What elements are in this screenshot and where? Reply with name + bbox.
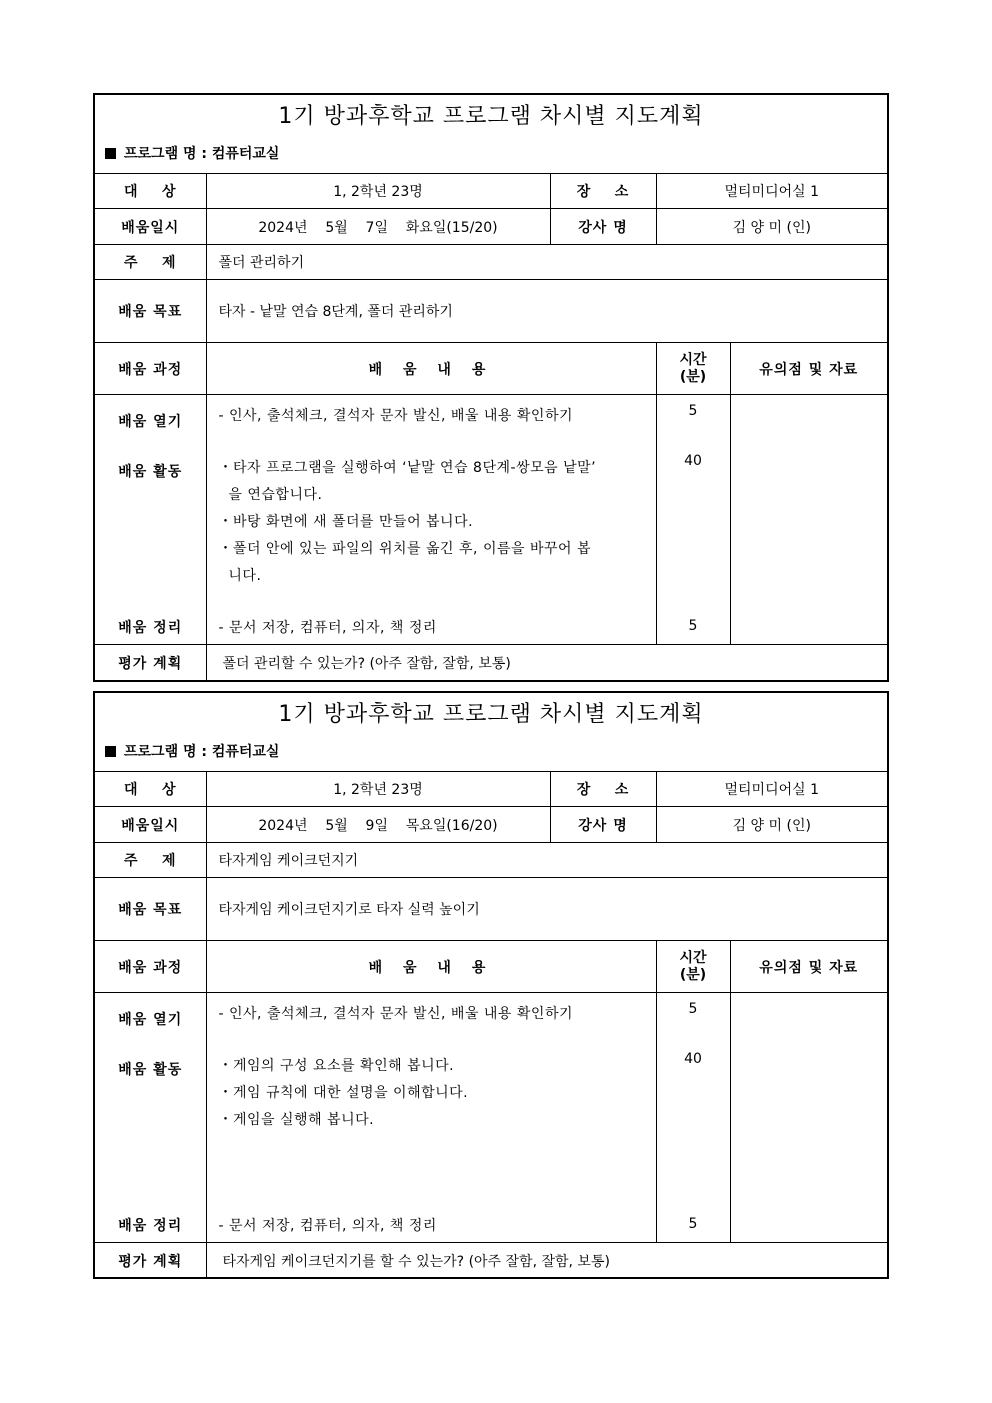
- close-text: - 문서 저장, 컴퓨터, 의자, 책 정리: [218, 1218, 437, 1234]
- target-label: 대 상: [95, 772, 206, 807]
- program-name: [95, 139, 887, 173]
- eval-value: 타자게임 케이크던지기를 할 수 있는가? (아주 잘함, 잘함, 보통): [206, 1243, 887, 1279]
- time-close: 5: [688, 1216, 698, 1232]
- activity-line: ・게임의 구성 요소를 확인해 봅니다.: [218, 1058, 455, 1074]
- activity-line: 니다.: [218, 568, 262, 584]
- time-close: 5: [688, 618, 698, 634]
- activity-line: ・게임을 실행해 봅니다.: [218, 1112, 375, 1128]
- place-value: 멀티미디어실 1: [656, 174, 887, 209]
- date-label: 배움일시: [95, 807, 206, 843]
- goal-label: 배움 목표: [95, 878, 206, 941]
- teacher-label: 강사 명: [550, 209, 656, 245]
- date-value: 2024년 5월 9일 목요일(16/20): [206, 807, 550, 843]
- teacher-value: 김 양 미 (인): [656, 807, 887, 843]
- time-label: 시간 (분): [656, 941, 730, 993]
- activity-line: ・폴더 안에 있는 파일의 위치를 옮긴 후, 이름을 바꾸어 봅: [218, 541, 592, 557]
- program-name-text: 프로그램 명 : 컴퓨터교실: [124, 146, 280, 162]
- notes-column: [730, 395, 887, 645]
- time-activity: 40: [684, 453, 702, 469]
- teacher-value: 김 양 미 (인): [656, 209, 887, 245]
- open-text: - 인사, 출석체크, 결석자 문자 발신, 배울 내용 확인하기: [218, 1006, 574, 1022]
- time-column: [656, 993, 730, 1243]
- subject-label: 주 제: [95, 245, 206, 280]
- stage-activity: 배움 활동: [118, 464, 183, 480]
- process-label: 배움 과정: [95, 941, 206, 993]
- plan-title: 1기 방과후학교 프로그램 차시별 지도계획: [278, 104, 704, 129]
- notes-column: [730, 993, 887, 1243]
- subject-value: 타자게임 케이크던지기: [206, 843, 887, 878]
- stage-open: 배움 열기: [118, 414, 183, 430]
- goal-label: 배움 목표: [95, 280, 206, 343]
- stage-close: 배움 정리: [118, 1218, 183, 1234]
- activity-line: ・바탕 화면에 새 폴더를 만들어 봅니다.: [218, 514, 474, 530]
- stage-close: 배움 정리: [118, 620, 183, 636]
- plan-table: [95, 771, 887, 1279]
- teacher-label: 강사 명: [550, 807, 656, 843]
- time-activity: 40: [684, 1051, 702, 1067]
- goal-value: 타자 - 낱말 연습 8단계, 폴더 관리하기: [206, 280, 887, 343]
- activity-line: ・타자 프로그램을 실행하여 ‘낱말 연습 8단계-쌍모음 낱말’: [218, 460, 597, 476]
- target-value: 1, 2학년 23명: [206, 174, 550, 209]
- activity-line: 을 연습합니다.: [218, 487, 323, 503]
- target-value: 1, 2학년 23명: [206, 772, 550, 807]
- eval-value: 폴더 관리할 수 있는가? (아주 잘함, 잘함, 보통): [206, 645, 887, 681]
- time-label: 시간 (분): [656, 343, 730, 395]
- stage-column: [95, 993, 206, 1243]
- process-label: 배움 과정: [95, 343, 206, 395]
- eval-label: 평가 계획: [95, 1243, 206, 1279]
- plan-title: 1기 방과후학교 프로그램 차시별 지도계획: [278, 702, 704, 727]
- time-open: 5: [688, 403, 698, 419]
- notes-label: 유의점 및 자료: [730, 941, 887, 993]
- content-label: 배 움 내 용: [206, 343, 656, 395]
- close-text: - 문서 저장, 컴퓨터, 의자, 책 정리: [218, 620, 437, 636]
- lesson-plan-1: [93, 93, 889, 682]
- place-label: 장 소: [550, 772, 656, 807]
- target-label: 대 상: [95, 174, 206, 209]
- lesson-plan-2: [93, 691, 889, 1279]
- open-text: - 인사, 출석체크, 결석자 문자 발신, 배울 내용 확인하기: [218, 408, 574, 424]
- eval-label: 평가 계획: [95, 645, 206, 681]
- content-column: [206, 993, 656, 1243]
- place-label: 장 소: [550, 174, 656, 209]
- subject-value: 폴더 관리하기: [206, 245, 887, 280]
- square-bullet-icon: [105, 148, 116, 159]
- place-value: 멀티미디어실 1: [656, 772, 887, 807]
- time-column: [656, 395, 730, 645]
- stage-activity: 배움 활동: [118, 1062, 183, 1078]
- stage-column: [95, 395, 206, 645]
- plan-table: [95, 173, 887, 681]
- date-label: 배움일시: [95, 209, 206, 245]
- square-bullet-icon: [105, 746, 116, 757]
- content-label: 배 움 내 용: [206, 941, 656, 993]
- program-name: [95, 737, 887, 771]
- program-name-text: 프로그램 명 : 컴퓨터교실: [124, 744, 280, 760]
- notes-label: 유의점 및 자료: [730, 343, 887, 395]
- time-open: 5: [688, 1001, 698, 1017]
- goal-value: 타자게임 케이크던지기로 타자 실력 높이기: [206, 878, 887, 941]
- date-value: 2024년 5월 7일 화요일(15/20): [206, 209, 550, 245]
- subject-label: 주 제: [95, 843, 206, 878]
- content-column: [206, 395, 656, 645]
- activity-line: ・게임 규칙에 대한 설명을 이해합니다.: [218, 1085, 469, 1101]
- stage-open: 배움 열기: [118, 1012, 183, 1028]
